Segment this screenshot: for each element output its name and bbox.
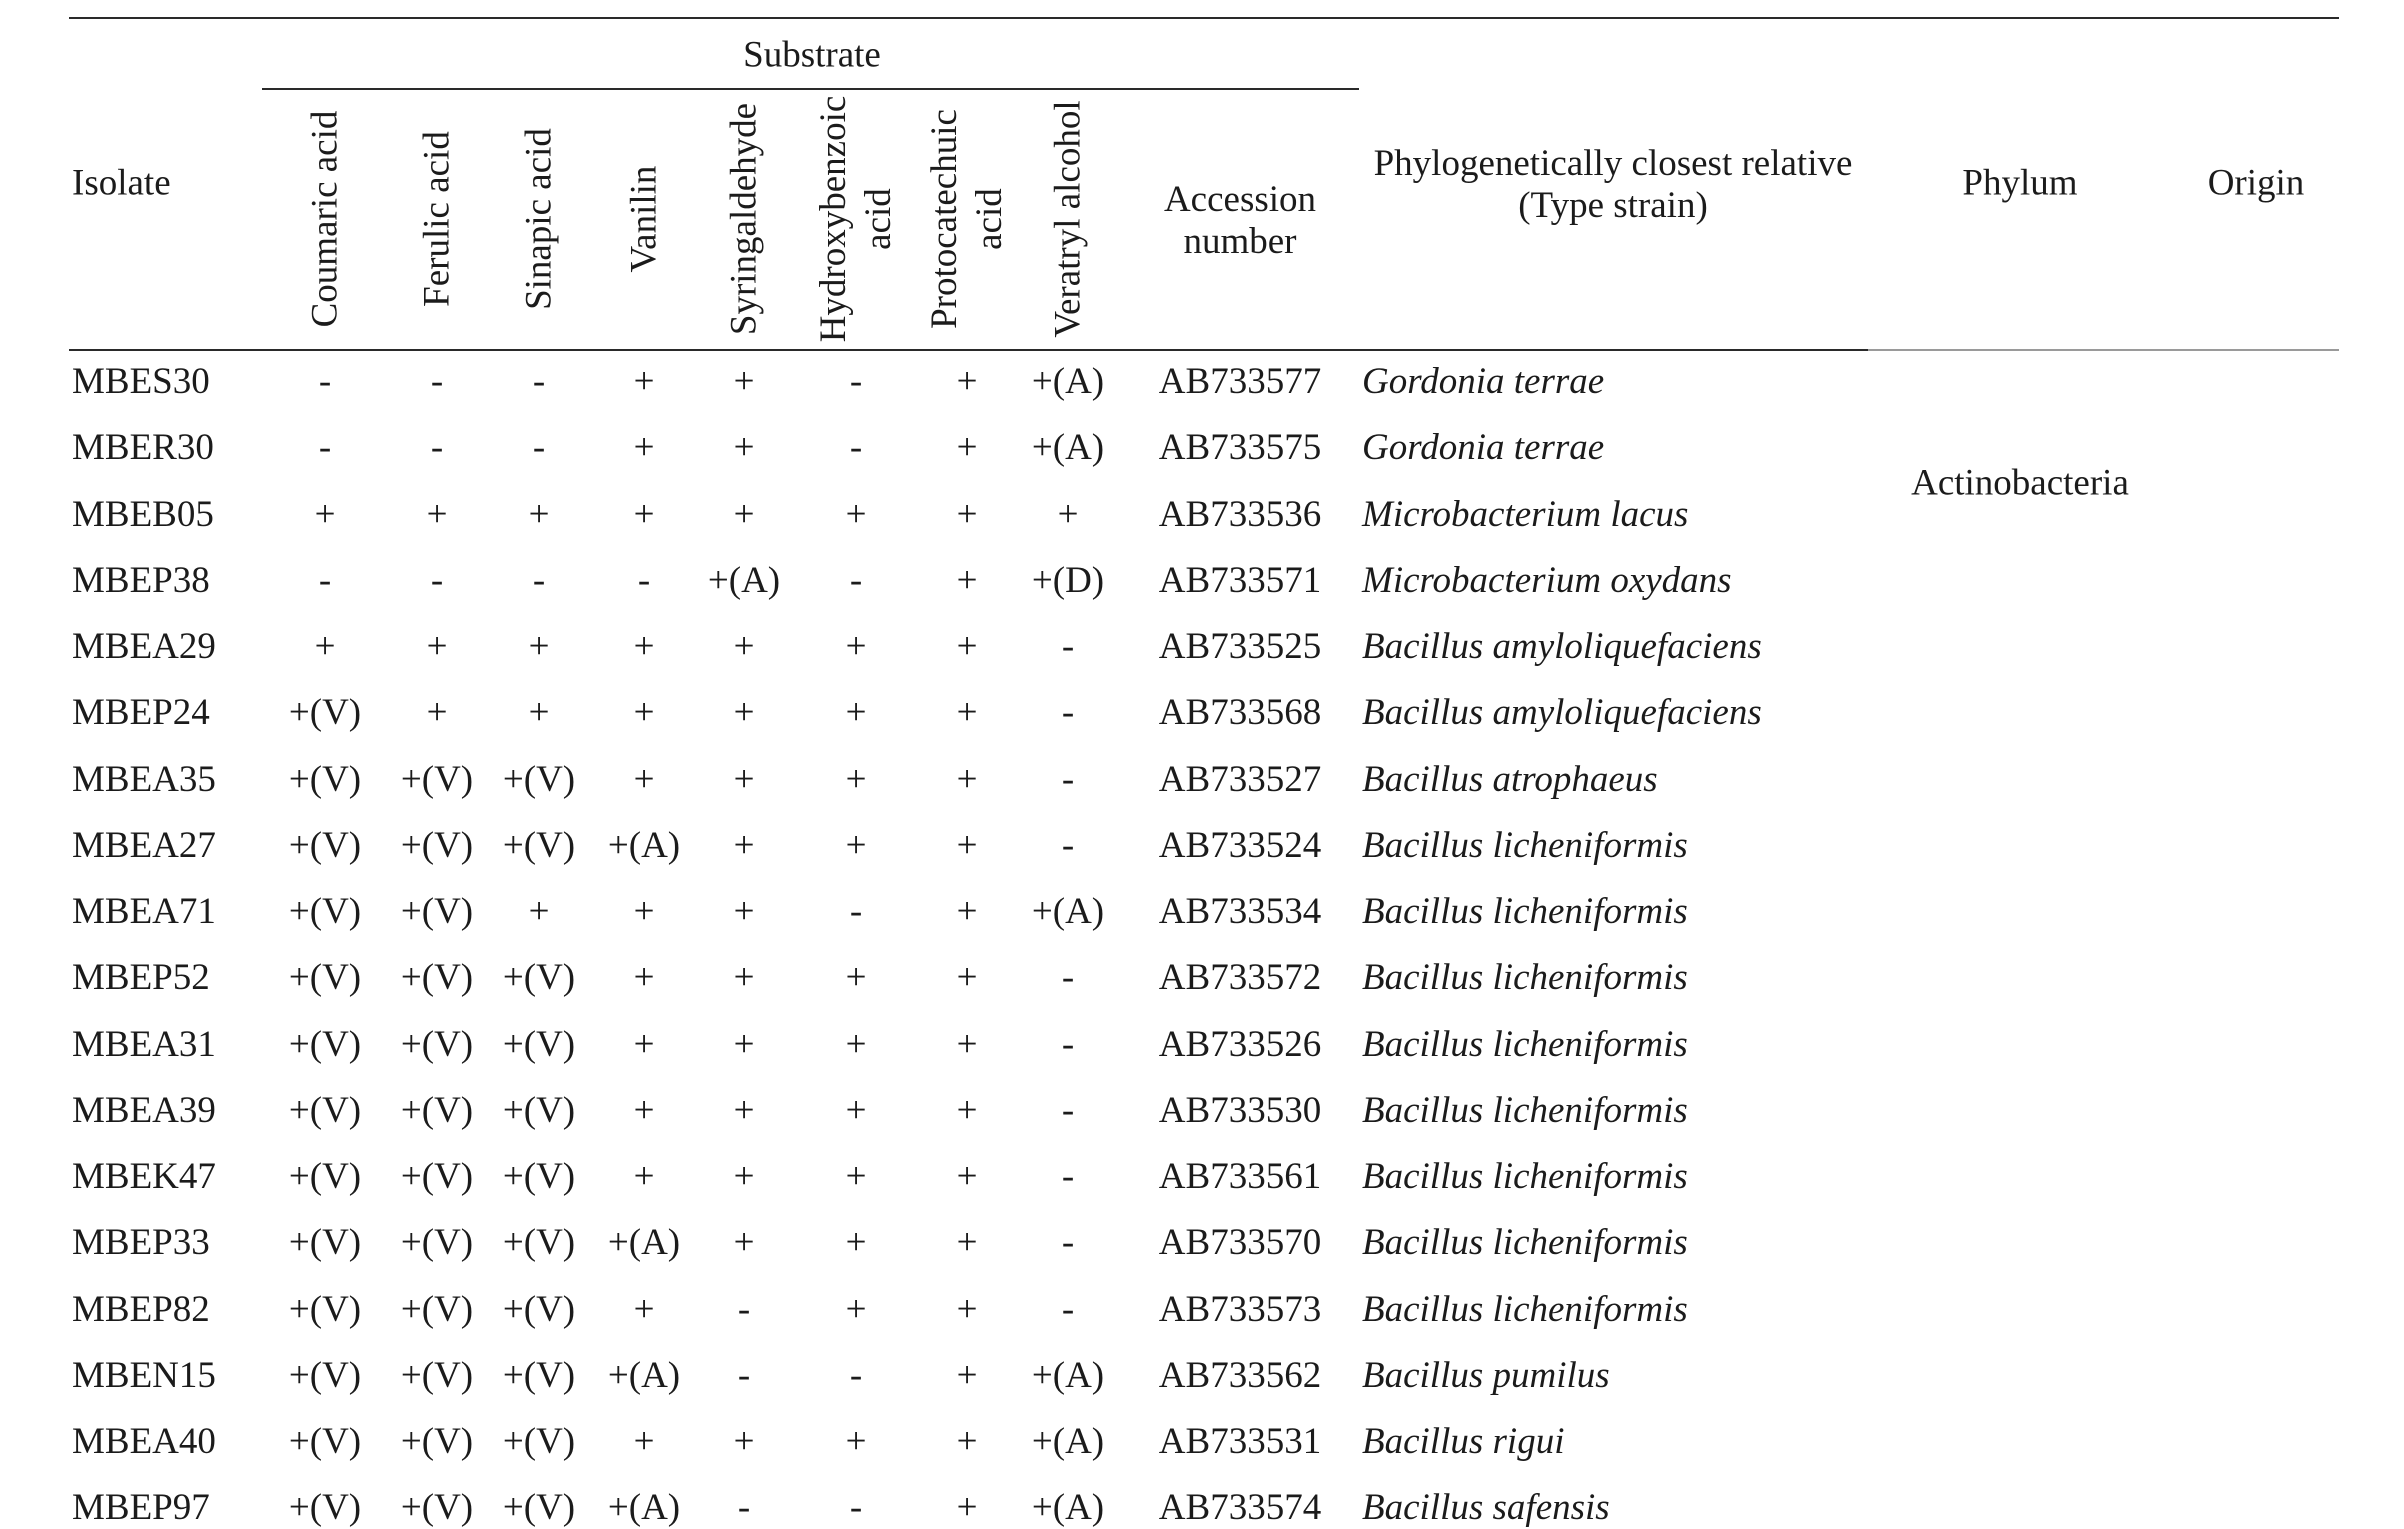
substrate-result-cell: + <box>633 758 655 800</box>
accession-cell: AB733562 <box>1158 1354 1322 1396</box>
substrate-result-cell: +(V) <box>400 1354 474 1396</box>
substrate-result-cell: - <box>1061 758 1075 800</box>
substrate-result-cell: +(V) <box>502 1089 576 1131</box>
column-header-veratryl-alcohol <box>1046 100 1091 337</box>
substrate-result-cell: +(A) <box>1031 361 1105 402</box>
accession-cell: AB733570 <box>1158 1222 1322 1264</box>
substrate-result-cell: +(V) <box>502 1487 576 1529</box>
substrate-result-cell: +(A) <box>707 559 781 601</box>
substrate-result-cell: - <box>849 427 863 469</box>
substrate-header-line: acid <box>858 188 899 250</box>
substrate-header-line: Hydroxybenzoic <box>813 95 854 343</box>
isolate-cell: MBEA35 <box>72 758 216 800</box>
closest-relative-cell: Bacillus licheniformis <box>1362 1288 1688 1330</box>
substrate-result-cell: + <box>733 891 755 932</box>
substrate-result-cell: + <box>633 1421 655 1462</box>
substrate-result-cell: + <box>733 427 755 469</box>
table-row <box>0 362 2404 402</box>
closest-relative-cell: Gordonia terrae <box>1362 427 1605 469</box>
column-header-vanilin <box>622 166 667 273</box>
substrate-result-cell: +(V) <box>288 1156 362 1197</box>
header-bottom-rule-right <box>1868 349 2339 351</box>
accession-cell: AB733574 <box>1158 1487 1322 1529</box>
substrate-result-cell: + <box>733 361 755 402</box>
substrate-result-cell: +(V) <box>400 957 474 999</box>
substrate-result-cell: +(V) <box>400 891 474 932</box>
accession-cell: AB733568 <box>1158 692 1322 734</box>
substrate-result-cell: +(V) <box>400 1288 474 1330</box>
isolate-cell: MBEA29 <box>72 626 216 667</box>
isolate-cell: MBEA31 <box>72 1023 216 1065</box>
phylum-cell: Actinobacteria <box>1911 462 2129 504</box>
substrate-result-cell: + <box>956 1421 978 1462</box>
substrate-result-cell: +(V) <box>288 1089 362 1131</box>
substrate-result-cell: + <box>956 1288 978 1330</box>
accession-cell: AB733561 <box>1158 1156 1322 1197</box>
substrate-result-cell: + <box>956 559 978 601</box>
column-header-hydroxybenzoic-acid <box>811 96 901 343</box>
substrate-header-line: Protocatechuic <box>924 109 965 329</box>
column-header-accession-number <box>1164 179 1316 263</box>
closest-relative-cell: Bacillus licheniformis <box>1362 1222 1688 1264</box>
column-header-coumaric-acid <box>303 111 348 328</box>
substrate-result-cell: - <box>737 1487 751 1529</box>
substrate-header-line: Syringaldehyde <box>723 102 765 336</box>
substrate-result-cell: + <box>956 1089 978 1131</box>
substrate-result-cell: - <box>1061 626 1075 667</box>
substrate-result-cell: +(V) <box>288 1487 362 1529</box>
accession-cell: AB733526 <box>1158 1023 1322 1065</box>
substrate-result-cell: + <box>845 493 867 535</box>
substrate-result-cell: - <box>849 1354 863 1396</box>
closest-relative-cell: Bacillus licheniformis <box>1362 1089 1688 1131</box>
substrate-result-cell: +(A) <box>1031 1421 1105 1462</box>
substrate-result-cell: - <box>1061 957 1075 999</box>
table-row <box>0 1157 2404 1197</box>
substrate-result-cell: + <box>956 626 978 667</box>
column-header-sinapic-acid <box>517 128 562 310</box>
closest-relative-cell: Bacillus amyloliquefaciens <box>1362 626 1762 667</box>
closest-relative-cell: Bacillus licheniformis <box>1362 891 1688 932</box>
substrate-result-cell: - <box>849 1487 863 1529</box>
substrate-result-cell: +(V) <box>502 1023 576 1065</box>
substrate-result-cell: + <box>845 1023 867 1065</box>
substrate-result-cell: - <box>1061 1288 1075 1330</box>
substrate-result-cell: - <box>430 559 444 601</box>
relative-header-line-2: (Type strain) <box>1518 185 1708 226</box>
column-header-isolate: Isolate <box>72 162 171 204</box>
accession-cell: AB733572 <box>1158 957 1322 999</box>
substrate-result-cell: - <box>1061 824 1075 866</box>
substrate-result-cell: + <box>733 957 755 999</box>
closest-relative-cell: Gordonia terrae <box>1362 361 1605 402</box>
substrate-result-cell: +(V) <box>400 1023 474 1065</box>
substrate-result-cell: - <box>1061 1023 1075 1065</box>
closest-relative-cell: Bacillus licheniformis <box>1362 1023 1688 1065</box>
substrate-result-cell: + <box>956 427 978 469</box>
substrate-result-cell: - <box>532 361 546 402</box>
substrate-result-cell: +(D) <box>1031 559 1105 601</box>
substrate-result-cell: +(V) <box>288 758 362 800</box>
substrate-result-cell: +(V) <box>502 1421 576 1462</box>
table-row <box>0 693 2404 733</box>
substrate-result-cell: + <box>314 626 336 667</box>
substrate-result-cell: + <box>314 493 336 535</box>
table-row <box>0 958 2404 998</box>
accession-cell: AB733534 <box>1158 891 1322 932</box>
closest-relative-cell: Bacillus atrophaeus <box>1362 758 1658 800</box>
substrate-result-cell: + <box>633 1156 655 1197</box>
closest-relative-cell: Bacillus pumilus <box>1362 1354 1610 1396</box>
column-header-syringaldehyde <box>722 103 767 335</box>
substrate-result-cell: + <box>956 1023 978 1065</box>
substrate-group-header: Substrate <box>743 34 881 76</box>
substrate-result-cell: +(V) <box>288 692 362 734</box>
isolate-cell: MBEA39 <box>72 1089 216 1131</box>
substrate-result-cell: + <box>733 1023 755 1065</box>
substrate-result-cell: +(V) <box>502 824 576 866</box>
table-row <box>0 1025 2404 1065</box>
substrate-result-cell: - <box>430 361 444 402</box>
substrate-result-cell: +(A) <box>1031 1487 1105 1529</box>
substrate-result-cell: + <box>956 1354 978 1396</box>
table-row <box>0 1422 2404 1462</box>
substrate-result-cell: + <box>845 692 867 734</box>
substrate-result-cell: + <box>956 361 978 402</box>
accession-cell: AB733524 <box>1158 824 1322 866</box>
table-row <box>0 561 2404 601</box>
substrate-result-cell: + <box>733 1222 755 1264</box>
closest-relative-cell: Bacillus licheniformis <box>1362 824 1688 866</box>
table-top-rule <box>69 17 2339 19</box>
substrate-result-cell: + <box>956 758 978 800</box>
substrate-result-cell: + <box>733 493 755 535</box>
substrate-result-cell: - <box>532 427 546 469</box>
substrate-group-rule <box>262 88 1359 90</box>
substrate-result-cell: +(V) <box>288 957 362 999</box>
substrate-result-cell: + <box>633 957 655 999</box>
table-row <box>0 1356 2404 1396</box>
substrate-result-cell: +(V) <box>288 1023 362 1065</box>
substrate-result-cell: + <box>845 1222 867 1264</box>
isolate-cell: MBEA71 <box>72 891 216 932</box>
substrate-result-cell: +(V) <box>502 758 576 800</box>
substrate-result-cell: +(A) <box>1031 1354 1105 1396</box>
substrate-result-cell: +(A) <box>1031 891 1105 932</box>
substrate-result-cell: + <box>633 427 655 469</box>
substrate-result-cell: + <box>733 626 755 667</box>
substrate-result-cell: + <box>633 1023 655 1065</box>
substrate-header-line: Vanilin <box>623 165 665 273</box>
substrate-result-cell: + <box>733 1421 755 1462</box>
column-header-ferulic-acid <box>415 131 460 307</box>
substrate-result-cell: + <box>528 692 550 734</box>
isolate-cell: MBEP82 <box>72 1288 210 1330</box>
substrate-result-cell: +(V) <box>288 1288 362 1330</box>
relative-header-line-1: Phylogenetically closest relative <box>1373 143 1853 184</box>
closest-relative-cell: Bacillus amyloliquefaciens <box>1362 692 1762 734</box>
substrate-result-cell: +(A) <box>607 1222 681 1264</box>
substrate-result-cell: + <box>956 692 978 734</box>
column-header-origin: Origin <box>2207 162 2305 204</box>
substrate-header-line: acid <box>969 188 1010 250</box>
substrate-result-cell: + <box>528 493 550 535</box>
substrate-result-cell: + <box>956 1222 978 1264</box>
isolate-cell: MBEP24 <box>72 692 210 734</box>
accession-cell: AB733573 <box>1158 1288 1322 1330</box>
substrate-result-cell: + <box>956 1487 978 1529</box>
closest-relative-cell: Microbacterium lacus <box>1362 493 1689 535</box>
substrate-result-cell: +(V) <box>400 1487 474 1529</box>
isolate-cell: MBEP97 <box>72 1487 210 1529</box>
substrate-result-cell: + <box>633 493 655 535</box>
substrate-result-cell: + <box>1057 493 1079 535</box>
isolate-cell: MBEP52 <box>72 957 210 999</box>
table-row <box>0 1091 2404 1131</box>
table-row <box>0 760 2404 800</box>
substrate-result-cell: - <box>849 891 863 932</box>
accession-cell: AB733536 <box>1158 493 1322 535</box>
substrate-result-cell: - <box>532 559 546 601</box>
substrate-result-cell: +(A) <box>607 1487 681 1529</box>
substrate-result-cell: +(V) <box>400 1156 474 1197</box>
substrate-result-cell: + <box>633 361 655 402</box>
substrate-result-cell: + <box>633 626 655 667</box>
accession-cell: AB733525 <box>1158 626 1322 667</box>
substrate-result-cell: + <box>845 1421 867 1462</box>
substrate-result-cell: +(V) <box>502 957 576 999</box>
substrate-result-cell: + <box>733 692 755 734</box>
substrate-result-cell: - <box>1061 692 1075 734</box>
substrate-result-cell: + <box>633 1288 655 1330</box>
substrate-result-cell: +(A) <box>607 1354 681 1396</box>
isolate-cell: MBEA40 <box>72 1421 216 1462</box>
substrate-result-cell: +(V) <box>502 1354 576 1396</box>
substrate-header-line: Coumaric acid <box>304 110 346 328</box>
isolate-cell: MBER30 <box>72 427 214 469</box>
table-row <box>0 826 2404 866</box>
isolate-cell: MBEN15 <box>72 1354 216 1396</box>
substrate-result-cell: +(V) <box>288 1222 362 1264</box>
substrate-result-cell: +(V) <box>400 1421 474 1462</box>
table-row <box>0 1223 2404 1263</box>
accession-header-line-2: number <box>1183 221 1297 262</box>
substrate-result-cell: +(V) <box>400 758 474 800</box>
substrate-result-cell: - <box>1061 1222 1075 1264</box>
closest-relative-cell: Bacillus safensis <box>1362 1487 1610 1529</box>
substrate-result-cell: +(V) <box>288 891 362 932</box>
substrate-result-cell: - <box>737 1354 751 1396</box>
substrate-result-cell: + <box>845 1156 867 1197</box>
substrate-result-cell: + <box>845 626 867 667</box>
substrate-result-cell: +(A) <box>607 824 681 866</box>
closest-relative-cell: Bacillus licheniformis <box>1362 1156 1688 1197</box>
substrate-result-cell: - <box>318 559 332 601</box>
substrate-result-cell: + <box>845 1089 867 1131</box>
substrate-result-cell: +(V) <box>288 1354 362 1396</box>
substrate-result-cell: - <box>737 1288 751 1330</box>
substrate-result-cell: - <box>849 361 863 402</box>
substrate-result-cell: + <box>845 758 867 800</box>
substrate-result-cell: + <box>426 493 448 535</box>
substrate-result-cell: + <box>528 891 550 932</box>
substrate-result-cell: + <box>426 626 448 667</box>
accession-cell: AB733575 <box>1158 427 1322 469</box>
substrate-result-cell: +(V) <box>400 1222 474 1264</box>
substrate-result-cell: + <box>845 957 867 999</box>
isolate-cell: MBEP38 <box>72 559 210 601</box>
substrate-result-cell: - <box>1061 1089 1075 1131</box>
isolate-cell: MBEK47 <box>72 1156 216 1197</box>
accession-cell: AB733577 <box>1158 361 1322 402</box>
substrate-result-cell: - <box>849 559 863 601</box>
substrate-result-cell: + <box>733 1156 755 1197</box>
substrate-result-cell: + <box>733 824 755 866</box>
substrate-result-cell: - <box>318 427 332 469</box>
substrate-result-cell: +(V) <box>400 824 474 866</box>
substrate-result-cell: +(V) <box>400 1089 474 1131</box>
substrate-result-cell: + <box>633 692 655 734</box>
accession-cell: AB733527 <box>1158 758 1322 800</box>
isolate-cell: MBEB05 <box>72 493 214 535</box>
closest-relative-cell: Bacillus licheniformis <box>1362 957 1688 999</box>
substrate-result-cell: +(V) <box>288 1421 362 1462</box>
header-bottom-rule <box>69 349 1868 351</box>
substrate-result-cell: + <box>956 493 978 535</box>
substrate-header-line: Ferulic acid <box>416 131 458 307</box>
accession-cell: AB733530 <box>1158 1089 1322 1131</box>
substrate-result-cell: + <box>426 692 448 734</box>
isolate-cell: MBES30 <box>72 361 210 402</box>
substrate-result-cell: + <box>956 824 978 866</box>
closest-relative-cell: Bacillus rigui <box>1362 1421 1565 1462</box>
substrate-result-cell: +(V) <box>502 1288 576 1330</box>
substrate-result-cell: +(V) <box>288 824 362 866</box>
table-row <box>0 627 2404 667</box>
substrate-header-line: Veratryl alcohol <box>1047 100 1089 338</box>
table-row <box>0 1488 2404 1528</box>
substrate-result-cell: + <box>733 758 755 800</box>
closest-relative-cell: Microbacterium oxydans <box>1362 559 1732 601</box>
substrate-result-cell: +(A) <box>1031 427 1105 469</box>
substrate-result-cell: - <box>1061 1156 1075 1197</box>
substrate-result-cell: +(V) <box>502 1156 576 1197</box>
column-header-phylum: Phylum <box>1962 162 2078 204</box>
accession-cell: AB733531 <box>1158 1421 1322 1462</box>
substrate-result-cell: - <box>637 559 651 601</box>
table-row <box>0 892 2404 932</box>
column-header-protocatechuic-acid <box>922 109 1012 329</box>
substrate-result-cell: +(V) <box>502 1222 576 1264</box>
accession-cell: AB733571 <box>1158 559 1322 601</box>
substrate-result-cell: - <box>430 427 444 469</box>
substrate-result-cell: + <box>956 1156 978 1197</box>
isolate-cell: MBEA27 <box>72 824 216 866</box>
substrate-result-cell: + <box>528 626 550 667</box>
substrate-result-cell: + <box>633 891 655 932</box>
substrate-result-cell: + <box>956 891 978 932</box>
accession-header-line-1: Accession <box>1163 179 1317 220</box>
column-header-closest-relative <box>1374 143 1853 227</box>
substrate-result-cell: + <box>733 1089 755 1131</box>
isolate-cell: MBEP33 <box>72 1222 210 1264</box>
substrate-result-cell: + <box>845 1288 867 1330</box>
substrate-result-cell: + <box>633 1089 655 1131</box>
substrate-result-cell: + <box>956 957 978 999</box>
table-row <box>0 1290 2404 1330</box>
substrate-header-line: Sinapic acid <box>518 128 560 310</box>
substrate-result-cell: + <box>845 824 867 866</box>
substrate-result-cell: - <box>318 361 332 402</box>
